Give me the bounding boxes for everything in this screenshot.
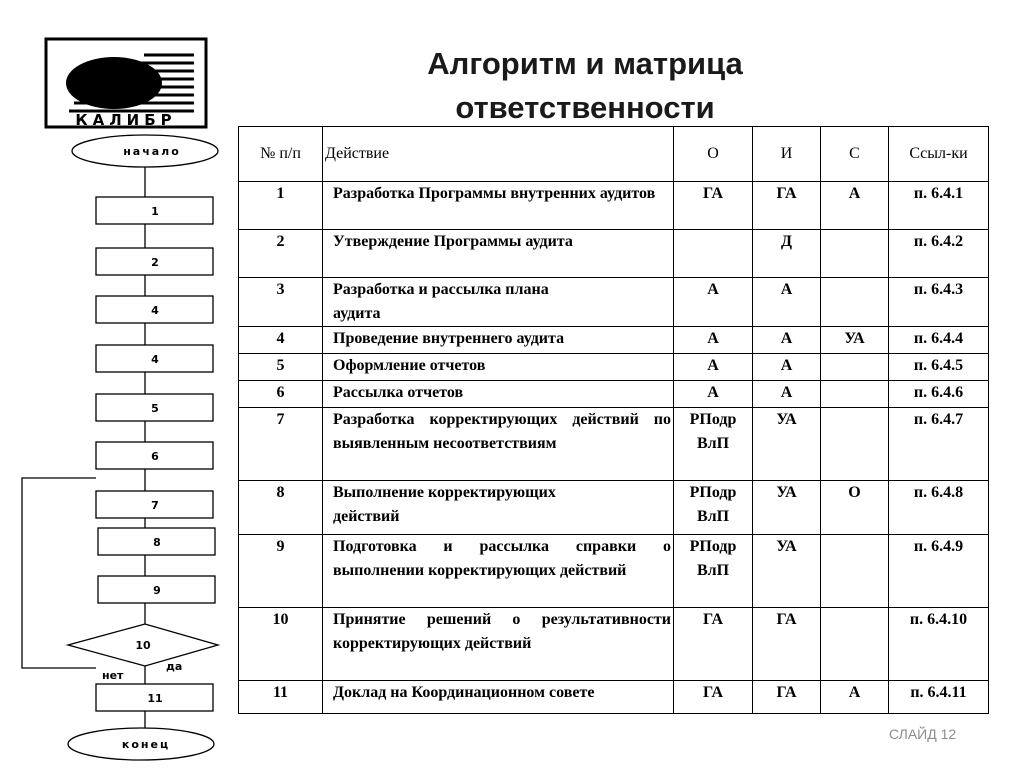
- cell-i: Д: [753, 230, 821, 278]
- table-header-row: [239, 127, 989, 182]
- flow-step-label: 11: [147, 692, 163, 705]
- cell-o: А: [674, 278, 753, 327]
- cell-o: ГА: [674, 608, 753, 681]
- cell-num: 3: [239, 278, 323, 327]
- flow-end-label: конец: [121, 738, 171, 751]
- table-row: [239, 230, 989, 278]
- cell-i: ГА: [753, 681, 821, 714]
- header-o: О: [674, 127, 753, 182]
- cell-i: ГА: [753, 608, 821, 681]
- responsibility-matrix: [238, 126, 989, 714]
- cell-ref: п. 6.4.7: [889, 408, 989, 481]
- cell-s: А: [821, 182, 889, 230]
- cell-action: Выполнение корректирующих действий: [323, 481, 674, 535]
- cell-i: ГА: [753, 182, 821, 230]
- header-s: С: [821, 127, 889, 182]
- flow-no-label: нет: [102, 669, 124, 682]
- cell-num: 9: [239, 535, 323, 608]
- cell-ref: п. 6.4.3: [889, 278, 989, 327]
- cell-num: 4: [239, 327, 323, 354]
- cell-i: УА: [753, 535, 821, 608]
- cell-o: А: [674, 354, 753, 381]
- slide-number: СЛАЙД 12: [889, 726, 957, 742]
- cell-i: А: [753, 278, 821, 327]
- cell-i: А: [753, 354, 821, 381]
- flow-start-label: начало: [123, 145, 181, 158]
- cell-i: А: [753, 381, 821, 408]
- page-title: [370, 42, 800, 130]
- cell-ref: п. 6.4.8: [889, 481, 989, 535]
- cell-num: 5: [239, 354, 323, 381]
- cell-num: 1: [239, 182, 323, 230]
- cell-action: Разработка и рассылка плана аудита: [323, 278, 674, 327]
- cell-ref: п. 6.4.4: [889, 327, 989, 354]
- header-num: № п/п: [239, 127, 323, 182]
- cell-num: 7: [239, 408, 323, 481]
- logo-text: КАЛИБР: [75, 111, 177, 129]
- cell-action: Проведение внутреннего аудита: [323, 327, 674, 354]
- flow-step-label: 1: [151, 205, 159, 218]
- cell-ref: п. 6.4.10: [889, 608, 989, 681]
- flow-step-label: 4: [151, 304, 159, 317]
- flow-step-label: 6: [151, 450, 159, 463]
- table-row: [239, 327, 989, 354]
- table-row: [239, 182, 989, 230]
- cell-action: Утверждение Программы аудита: [323, 230, 674, 278]
- table-row: [239, 278, 989, 327]
- cell-o: ГА: [674, 182, 753, 230]
- cell-num: 2: [239, 230, 323, 278]
- cell-ref: п. 6.4.11: [889, 681, 989, 714]
- cell-o: А: [674, 381, 753, 408]
- cell-action: Подготовка и рассылка справки о выполнении корректирующих действий: [323, 535, 674, 608]
- cell-s: [821, 535, 889, 608]
- cell-i: УА: [753, 481, 821, 535]
- cell-ref: п. 6.4.2: [889, 230, 989, 278]
- cell-s: [821, 354, 889, 381]
- cell-s: А: [821, 681, 889, 714]
- flowchart: [0, 0, 240, 768]
- cell-action: Оформление отчетов: [323, 354, 674, 381]
- flow-yes-label: да: [166, 660, 183, 673]
- cell-s: [821, 230, 889, 278]
- cell-action: Принятие решений о результативности корректирующих действий: [323, 608, 674, 681]
- table-row: [239, 681, 989, 714]
- cell-o: [674, 230, 753, 278]
- flow-step-label: 8: [153, 536, 161, 549]
- cell-num: 10: [239, 608, 323, 681]
- cell-ref: п. 6.4.9: [889, 535, 989, 608]
- cell-s: УА: [821, 327, 889, 354]
- header-i: И: [753, 127, 821, 182]
- cell-num: 11: [239, 681, 323, 714]
- table-row: [239, 354, 989, 381]
- cell-num: 8: [239, 481, 323, 535]
- header-action: Действие: [323, 127, 674, 182]
- cell-o: РПодр ВлП: [674, 408, 753, 481]
- cell-ref: п. 6.4.1: [889, 182, 989, 230]
- cell-num: 6: [239, 381, 323, 408]
- title-line-2: ответственности: [455, 90, 715, 125]
- cell-o: РПодр ВлП: [674, 481, 753, 535]
- flow-step-label: 4: [151, 353, 159, 366]
- flow-step-label: 7: [151, 499, 159, 512]
- cell-s: [821, 278, 889, 327]
- table-row: [239, 481, 989, 535]
- flow-step-label: 2: [151, 256, 159, 269]
- title-line-1: Алгоритм и матрица: [427, 46, 743, 81]
- cell-o: А: [674, 327, 753, 354]
- cell-i: А: [753, 327, 821, 354]
- cell-o: РПодр ВлП: [674, 535, 753, 608]
- cell-ref: п. 6.4.5: [889, 354, 989, 381]
- cell-action: Разработка корректирующих действий по выявленным несоответствиям: [323, 408, 674, 481]
- flow-step-label: 5: [151, 402, 159, 415]
- table-row: [239, 408, 989, 481]
- flow-decision-label: 10: [135, 639, 151, 652]
- cell-action: Разработка Программы внутренних аудитов: [323, 182, 674, 230]
- cell-action: Рассылка отчетов: [323, 381, 674, 408]
- table-row: [239, 608, 989, 681]
- cell-s: [821, 608, 889, 681]
- table-row: [239, 535, 989, 608]
- header-refs: Ссыл-ки: [889, 127, 989, 182]
- table-row: [239, 381, 989, 408]
- flow-step-label: 9: [153, 584, 161, 597]
- cell-ref: п. 6.4.6: [889, 381, 989, 408]
- cell-action: Доклад на Координационном совете: [323, 681, 674, 714]
- cell-i: УА: [753, 408, 821, 481]
- cell-o: ГА: [674, 681, 753, 714]
- cell-s: [821, 381, 889, 408]
- cell-s: О: [821, 481, 889, 535]
- cell-s: [821, 408, 889, 481]
